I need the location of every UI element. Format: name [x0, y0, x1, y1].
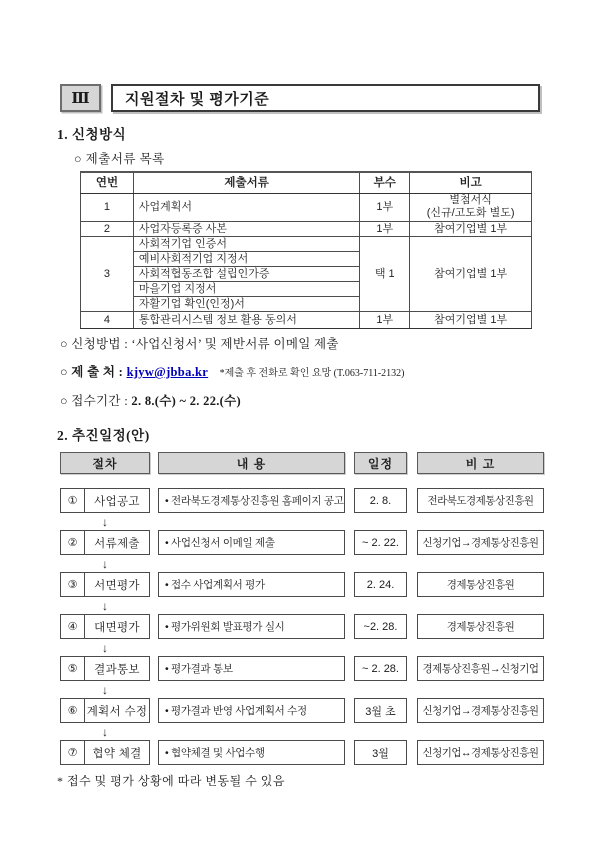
step-name: 결과통보	[94, 663, 140, 676]
col-header-no: 연번	[81, 172, 134, 193]
submit-phone-note: *제출 후 전화로 확인 요망 (T.063-711-2132)	[219, 368, 405, 379]
period-value: 2. 8.(수) ~ 2. 22.(수)	[131, 394, 241, 408]
procedure-box	[60, 614, 150, 639]
step-content: • 협약체결 및 사업수행	[158, 740, 345, 765]
doc-cell: 사업계획서	[133, 193, 359, 221]
document-list-label: ○ 제출서류 목록	[74, 152, 165, 166]
col-header-copies: 부수	[360, 172, 410, 193]
flow-step-row	[60, 656, 544, 681]
flow-step-row	[60, 740, 544, 765]
doc-cell: 예비사회적기업 지정서	[133, 251, 359, 266]
note-line1: 별첨서식	[449, 194, 492, 206]
doc-cell: 사회적기업 인증서	[133, 236, 359, 251]
step-number: ⑦	[61, 741, 85, 764]
step-date: ~ 2. 28.	[354, 656, 407, 681]
procedure-box	[60, 488, 150, 513]
application-period-line	[60, 391, 241, 409]
method-value: ‘사업신청서’ 및 제반서류 이메일 제출	[131, 337, 339, 351]
flow-step-row	[60, 488, 544, 513]
method-label: ○ 신청방법 :	[60, 337, 128, 351]
col-header-note: 비고	[410, 172, 532, 193]
step-name: 서면평가	[94, 579, 140, 592]
flow-col-header-date: 일정	[354, 452, 407, 474]
doc-cell: 통합관리시스템 정보 활용 동의서	[133, 311, 359, 328]
step-note: 신청기업→경제통상진흥원	[417, 698, 544, 723]
copies-cell: 1부	[360, 193, 410, 221]
down-arrow-icon: ↓	[102, 724, 108, 739]
step-name: 서류제출	[94, 537, 140, 550]
email-link[interactable]: kjyw@jbba.kr	[126, 365, 209, 379]
step-content: • 평가위원회 발표평가 실시	[158, 614, 345, 639]
step-content: • 평가결과 반영 사업계획서 수정	[158, 698, 345, 723]
step-content: • 평가결과 통보	[158, 656, 345, 681]
no-cell: 4	[81, 311, 134, 328]
step-note: 신청기업→경제통상진흥원	[417, 530, 544, 555]
submit-label: ○ 제 출 처 :	[60, 365, 124, 379]
down-arrow-icon: ↓	[102, 598, 108, 613]
procedure-box	[60, 572, 150, 597]
flow-col-header-content: 내 용	[158, 452, 345, 474]
procedure-box	[60, 740, 150, 765]
no-cell: 2	[81, 221, 134, 236]
step-number: ⑥	[61, 699, 85, 722]
procedure-box	[60, 698, 150, 723]
flow-step-row	[60, 614, 544, 639]
step-name: 사업공고	[94, 495, 140, 508]
down-arrow-icon: ↓	[102, 640, 108, 655]
down-arrow-icon: ↓	[102, 682, 108, 697]
step-number: ④	[61, 615, 85, 638]
step-name: 협약 체결	[92, 747, 142, 760]
note-line2: (신규/고도화 별도)	[426, 207, 515, 219]
no-cell: 1	[81, 193, 134, 221]
chapter-number-badge: Ⅲ	[60, 84, 101, 112]
no-cell: 3	[81, 236, 134, 311]
procedure-box	[60, 656, 150, 681]
step-content: • 전라북도경제통상진흥원 홈페이지 공고	[158, 488, 345, 513]
step-name: 대면평가	[94, 621, 140, 634]
step-note: 전라북도경제통상진흥원	[417, 488, 544, 513]
step-note: 경제통상진흥원→신청기업	[417, 656, 544, 681]
flow-header-row	[60, 452, 544, 474]
application-method-line	[60, 334, 339, 352]
step-number: ②	[61, 531, 85, 554]
step-date: 2. 8.	[354, 488, 407, 513]
flow-step-row	[60, 572, 544, 597]
chapter-header	[60, 84, 540, 112]
step-date: 2. 24.	[354, 572, 407, 597]
table-header-row	[81, 172, 532, 193]
flow-col-header-note: 비 고	[417, 452, 544, 474]
schedule-flow-table	[60, 452, 544, 765]
procedure-box	[60, 530, 150, 555]
step-number: ①	[61, 489, 85, 512]
flow-step-row	[60, 698, 544, 723]
table-row	[81, 236, 532, 251]
step-name: 계획서 수정	[86, 705, 148, 718]
step-date: 3월	[354, 740, 407, 765]
down-arrow-icon: ↓	[102, 556, 108, 571]
section1-heading: 1. 신청방식	[57, 127, 127, 142]
table-row	[81, 311, 532, 328]
copies-cell: 1부	[360, 221, 410, 236]
doc-cell: 자활기업 확인(인정)서	[133, 296, 359, 311]
period-label: ○ 접수기간 :	[60, 394, 128, 408]
step-number: ③	[61, 573, 85, 596]
submission-address-line	[60, 362, 405, 380]
down-arrow-icon: ↓	[102, 514, 108, 529]
note-cell: 참여기업별 1부	[410, 311, 532, 328]
step-note: 경제통상진흥원	[417, 614, 544, 639]
flow-step-row	[60, 530, 544, 555]
col-header-doc: 제출서류	[133, 172, 359, 193]
step-note: 경제통상진흥원	[417, 572, 544, 597]
doc-cell: 마을기업 지정서	[133, 281, 359, 296]
copies-cell: 택 1	[360, 236, 410, 311]
step-date: ~2. 28.	[354, 614, 407, 639]
doc-cell: 사회적협동조합 설립인가증	[133, 266, 359, 281]
submission-documents-table	[80, 171, 532, 329]
flow-col-header-procedure: 절차	[60, 452, 150, 474]
step-number: ⑤	[61, 657, 85, 680]
doc-cell: 사업자등록증 사본	[133, 221, 359, 236]
step-content: • 접수 사업계획서 평가	[158, 572, 345, 597]
step-content: • 사업신청서 이메일 제출	[158, 530, 345, 555]
copies-cell: 1부	[360, 311, 410, 328]
note-cell: 참여기업별 1부	[410, 221, 532, 236]
note-cell: 참여기업별 1부	[410, 236, 532, 311]
step-note: 신청기업↔경제통상진흥원	[417, 740, 544, 765]
table-row	[81, 221, 532, 236]
schedule-footnote: * 접수 및 평가 상황에 따라 변동될 수 있음	[57, 774, 285, 788]
table-row	[81, 193, 532, 221]
step-date: ~ 2. 22.	[354, 530, 407, 555]
section2-heading: 2. 추진일정(안)	[57, 428, 150, 443]
step-date: 3월 초	[354, 698, 407, 723]
note-cell	[410, 193, 532, 221]
chapter-title: 지원절차 및 평가기준	[111, 84, 540, 112]
